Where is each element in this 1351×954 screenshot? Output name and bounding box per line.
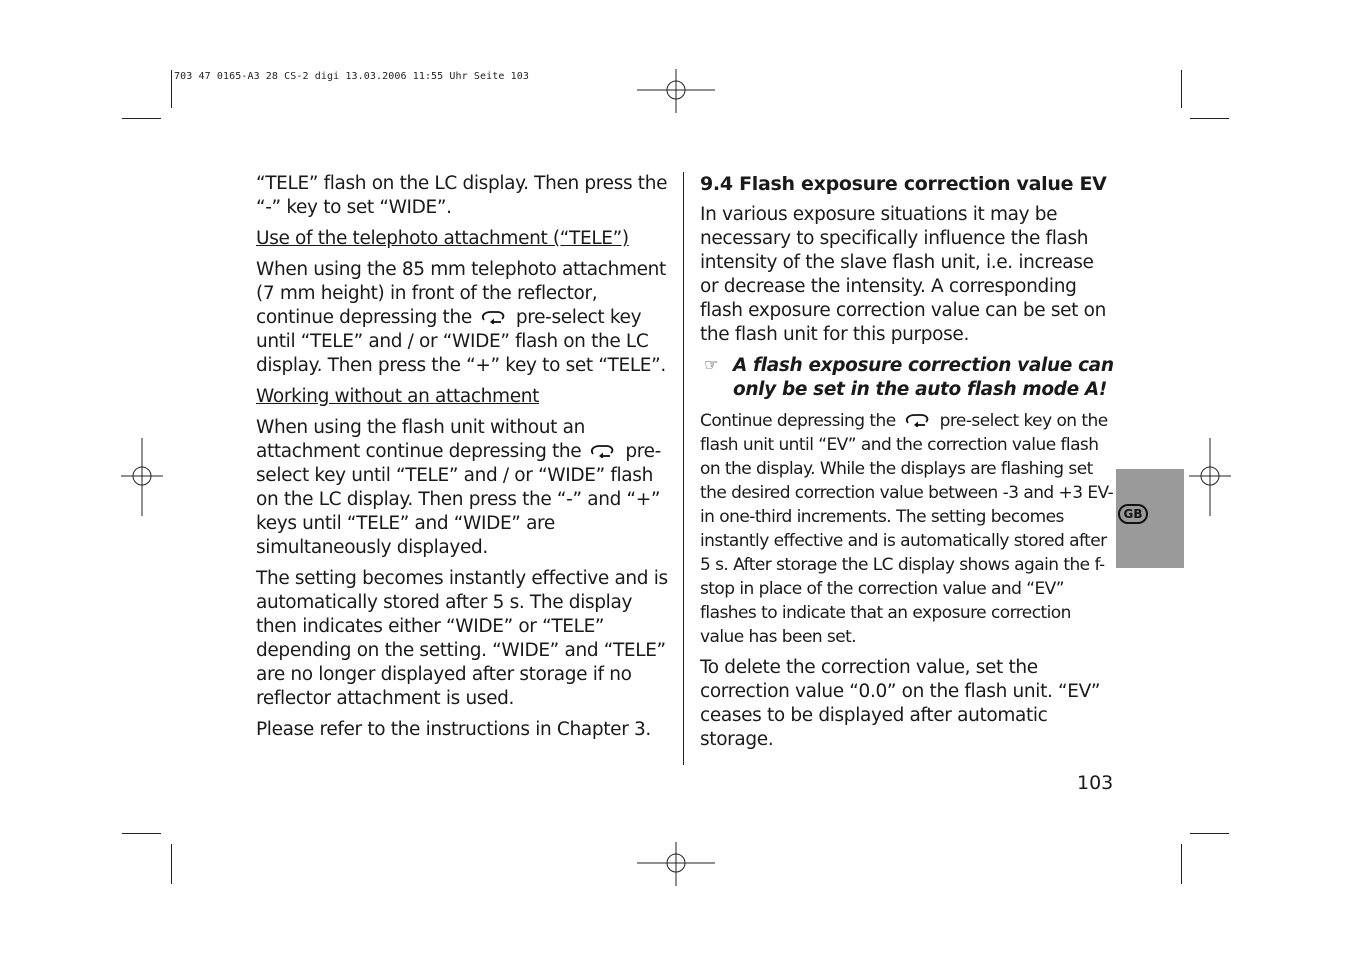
note [700,354,1115,402]
section-heading: 9.4 Flash exposure correction value EV [700,173,1107,195]
registration-mark-icon [121,438,163,516]
crop-mark [1181,70,1182,108]
paragraph-text: Continue depressing the [700,411,896,431]
paragraph-text: pre-select key until “TELE” and / or “WIDE” flash on the LC display. Then press the “-” and “+” keys until “TELE” and “WIDE” are simultaneously displayed. [256,441,661,558]
language-badge: GB [1118,504,1148,524]
crop-mark [122,833,161,834]
rotate-arrow-icon [589,444,615,458]
registration-mark-icon [637,842,715,886]
column-divider [683,172,684,765]
rotate-arrow-icon [904,413,930,427]
note-text: A flash exposure correction value can only be set in the auto flash mode A! [733,355,1114,400]
paragraph [256,258,671,378]
paragraph-text: pre-select key on the flash unit until “EV” and the correction value flash on the display. While the displays are flashing set the desired correction value between -3 and +3 EV- in one-third increments. The setting becomes instantly effective and is automatically stored after 5 s. After storage the LC display shows again the f-stop in place of the correction value and “EV” flashes to indicate that an exposure correction value has been set. [700,411,1114,647]
subheading-no-attachment: Working without an attachment [256,386,540,407]
paragraph: “TELE” flash on the LC display. Then press the “-” key to set “WIDE”. [256,173,668,218]
pointing-hand-icon: ☞ [704,355,718,374]
paragraph: In various exposure situations it may be necessary to specifically influence the flash intensity of the slave flash unit, i.e. increase or decrease the intensity. A corresponding flash exposure correction value can be set on the flash unit for this purpose. [700,204,1106,345]
crop-mark [1181,844,1182,884]
rotate-arrow-icon [480,310,506,324]
registration-mark-icon [1189,438,1231,516]
paragraph [700,409,1115,649]
right-column [700,172,1115,759]
subheading-telephoto: Use of the telephoto attachment (“TELE”) [256,228,629,249]
crop-mark [171,844,172,884]
left-column [256,172,671,749]
paragraph: Please refer to the instructions in Chapter 3. [256,719,651,740]
paragraph: To delete the correction value, set the correction value “0.0” on the flash unit. “EV” ceases to be displayed after automatic storage. [700,657,1101,750]
paragraph [256,416,671,560]
crop-mark [1190,833,1229,834]
paragraph: The setting becomes instantly effective and is automatically stored after 5 s. The display then indicates either “WIDE” or “TELE” depending on the setting. “WIDE” and “TELE” are no longer displayed after storage if no reflector attachment is used. [256,568,668,709]
paragraph-text: pre-select key until “TELE” and / or “WIDE” flash on the LC display. Then press the “+” key to set “TELE”. [256,307,666,376]
crop-mark [171,70,172,108]
crop-mark [1190,118,1229,119]
paragraph-text: When using the flash unit without an attachment continue depressing the [256,417,585,462]
crop-mark [122,118,161,119]
print-slug: 703 47 0165-A3 28 CS-2 digi 13.03.2006 11:55 Uhr Seite 103 [174,71,529,82]
paragraph-text: When using the 85 mm telephoto attachment (7 mm height) in front of the reflector, continue depressing the [256,259,666,328]
registration-mark-icon [637,69,715,113]
page-number: 103 [1077,772,1114,794]
